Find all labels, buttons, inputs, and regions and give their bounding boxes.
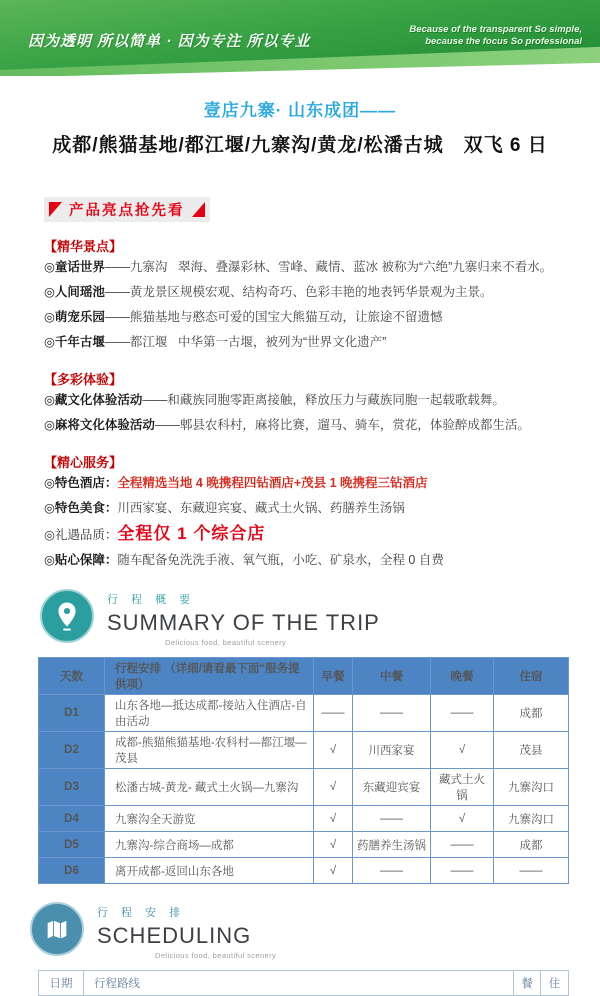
banner-slogan-en-line2: because the focus So professional — [425, 36, 582, 47]
summary-zh-title: 行 程 概 要 — [107, 594, 196, 606]
schedule-col-route: 行程路线 — [84, 971, 514, 996]
section-heading-scenic: 【精华景点】 — [44, 239, 123, 254]
schedule-detail-table — [38, 970, 569, 996]
experience-item: ◎藏文化体验活动——和藏族同胞零距离接触，释放压力与藏族同胞一起载歌载舞。 — [44, 393, 505, 407]
service-item-care: ◎贴心保障：随车配备免洗洗手液、氧气瓶，小吃、矿泉水，全程 0 自费 — [44, 553, 444, 567]
scenic-item: ◎千年古堰——都江堰 中华第一古堰，被列为“世界文化遗产” — [44, 335, 387, 349]
scenic-item: ◎人间瑶池——黄龙景区规模宏观、结构奇巧、色彩丰艳的地表钙华景观为主景。 — [44, 285, 493, 299]
scheduling-en-title: SCHEDULING — [97, 923, 252, 948]
page-title-route: 成都/熊猫基地/都江堰/九寨沟/黄龙/松潘古城 双飞 6 日 — [52, 135, 548, 156]
page-title-series: 壹店九寨· 山东成团—— — [203, 101, 397, 120]
itinerary-header-row — [39, 658, 569, 695]
itinerary-row-d4: D4 九寨沟全天游览 √ —— √ 九寨沟口 — [39, 806, 569, 832]
service-item-quality: ◎礼遇品质：全程仅 1 个综合店 — [44, 524, 266, 543]
itinerary-table — [38, 657, 569, 884]
col-header-day: 天数 — [39, 658, 105, 695]
summary-header — [40, 589, 600, 647]
service-item-food: ◎特色美食：川西家宴、东藏迎宾宴、藏式土火锅、药膳养生汤锅 — [44, 501, 405, 515]
col-header-dinner: 晚餐 — [431, 658, 494, 695]
banner-slogan-en-line1: Because of the transparent So simple, — [409, 24, 582, 35]
schedule-col-date: 日期 — [39, 971, 84, 996]
col-header-stay: 住宿 — [494, 658, 569, 695]
scenic-item: ◎萌宠乐园——熊猫基地与憨态可爱的国宝大熊猫互动，让旅途不留遗憾 — [44, 310, 443, 324]
summary-tagline: Delicious food, beautiful scenery — [165, 638, 287, 647]
schedule-header-row — [39, 971, 569, 996]
scenic-item: ◎童话世界——九寨沟 翠海、叠瀑彩林、雪峰、藏情、蓝冰 被称为“六绝”九寨归来不看水。 — [44, 260, 553, 274]
red-flag-left-icon — [49, 202, 62, 217]
section-heading-service: 【精心服务】 — [44, 455, 123, 470]
itinerary-row-d5: D5 九寨沟-综合商场—成都 √ 药膳养生汤锅 —— 成都 — [39, 832, 569, 858]
itinerary-row-d1: D1 山东各地—抵达成都-接站入住酒店-自由活动 —— —— —— 成都 — [39, 695, 569, 732]
schedule-col-stay: 住 — [541, 971, 569, 996]
summary-en-title: SUMMARY OF THE TRIP — [107, 610, 380, 635]
header-banner — [0, 0, 600, 76]
col-header-lunch: 中餐 — [353, 658, 431, 695]
folded-map-icon — [30, 902, 84, 956]
experience-item: ◎麻将文化体验活动——郫县农科村，麻将比赛，遛马、骑车，赏花，体验醉成都生活。 — [44, 418, 530, 432]
itinerary-row-d2: D2 成都-熊猫熊猫基地-农科村—都江堰—茂县 √ 川西家宴 √ 茂县 — [39, 732, 569, 769]
banner-slogan-zh: 因为透明 所以简单 · 因为专注 所以专业 — [28, 33, 311, 50]
section-heading-experience: 【多彩体验】 — [44, 372, 123, 387]
product-highlights-badge — [44, 197, 210, 222]
service-item-hotel: ◎特色酒店：全程精选当地 4 晚携程四钻酒店+茂县 1 晚携程三钻酒店 — [44, 476, 428, 490]
schedule-col-meal: 餐 — [514, 971, 541, 996]
col-header-breakfast: 早餐 — [314, 658, 353, 695]
red-flag-right-icon — [192, 202, 205, 217]
scheduling-zh-title: 行 程 安 排 — [97, 907, 186, 919]
itinerary-row-d3: D3 松潘古城-黄龙- 藏式土火锅—九寨沟 √ 东藏迎宾宴 藏式土火锅 九寨沟口 — [39, 769, 569, 806]
location-pin-icon — [40, 589, 94, 643]
itinerary-row-d6: D6 离开成都-返回山东各地 √ —— —— —— — [39, 858, 569, 884]
scheduling-tagline: Delicious food, beautiful scenery — [155, 951, 277, 960]
banner-slogan-en — [409, 24, 582, 48]
product-highlights-label: 产品亮点抢先看 — [69, 203, 185, 219]
scheduling-header — [30, 902, 600, 960]
col-header-route: 行程安排 （详细/请看最下面“服务提供项） — [105, 658, 314, 695]
